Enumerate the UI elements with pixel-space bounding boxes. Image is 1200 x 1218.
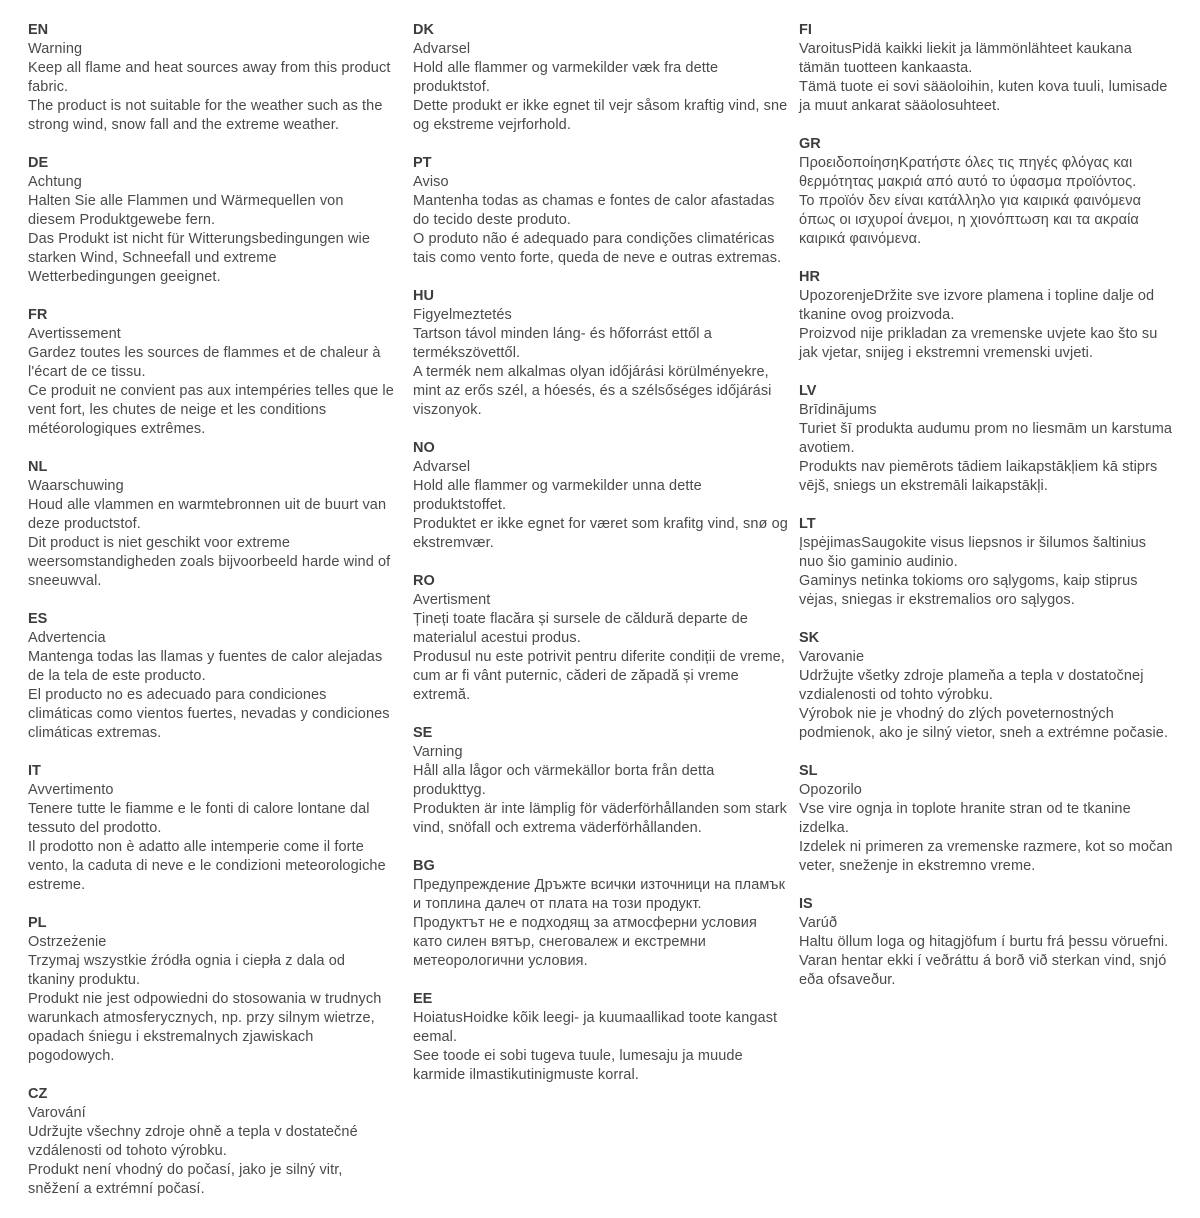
- language-section-es: [28, 610, 394, 743]
- warning-paragraph: Udržujte všetky zdroje plameňa a tepla v dostatočnej vzdialenosti od tohto výrobku.: [799, 668, 1144, 703]
- warning-paragraph: Tenere tutte le fiamme e le fonti di calore lontane dal tessuto del prodotto.: [28, 801, 370, 836]
- warning-paragraphs: [28, 1104, 394, 1199]
- warning-paragraph: Mantenha todas as chamas e fontes de calor afastadas do tecido deste produto.: [413, 193, 775, 228]
- language-code-label: CZ: [28, 1086, 48, 1102]
- language-section-ro: [413, 572, 789, 705]
- warning-paragraph: Hold alle flammer og varmekilder væk fra dette produktstof.: [413, 60, 719, 95]
- warning-paragraph: Varování: [28, 1105, 86, 1121]
- language-section-se: [413, 724, 789, 838]
- warning-paragraphs: [799, 287, 1173, 363]
- warning-paragraph: Produsul nu este potrivit pentru diferite condiții de vreme, cum ar fi vânt puternic, căderi de zăpadă și vreme extremă.: [413, 649, 785, 703]
- language-section-de: [28, 154, 394, 287]
- warning-paragraph: Hold alle flammer og varmekilder unna dette produktstoffet.: [413, 478, 702, 513]
- warning-paragraph: Vse vire ognja in toplote hranite stran od te tkanine izdelka.: [799, 801, 1131, 836]
- warning-paragraph: Produkts nav piemērots tādiem laikapstākļiem kā stiprs vējš, sniegs un ekstremāli laikapstākļi.: [799, 459, 1158, 494]
- warning-paragraphs: [28, 477, 394, 591]
- language-section-dk: [413, 21, 789, 135]
- warning-paragraph: Produktet er ikke egnet for været som krafitg vind, snø og ekstremvær.: [413, 516, 788, 551]
- warning-paragraphs: [413, 173, 789, 268]
- warning-paragraph: Gardez toutes les sources de flammes et de chaleur à l'écart de ce tissu.: [28, 345, 381, 380]
- language-code-label: EE: [413, 991, 433, 1007]
- language-code-label: NL: [28, 459, 48, 475]
- warning-paragraph: Advertencia: [28, 630, 106, 646]
- warning-paragraphs: [413, 876, 789, 971]
- column-2: [413, 21, 789, 1104]
- warning-paragraph: Tämä tuote ei sovi sääoloihin, kuten kova tuuli, lumisade ja muut ankarat sääolosuhteet.: [799, 79, 1168, 114]
- warning-paragraph: Mantenga todas las llamas y fuentes de calor alejadas de la tela de este producto.: [28, 649, 383, 684]
- warning-paragraph: Ce produit ne convient pas aux intempéries telles que le vent fort, les chutes de neige et les conditions météorologiques extrêmes.: [28, 383, 394, 437]
- language-section-nl: [28, 458, 394, 591]
- warning-paragraphs: [799, 401, 1173, 496]
- warning-paragraph: Tartson távol minden láng- és hőforrást ettől a termékszövettől.: [413, 326, 712, 361]
- language-code-label: EN: [28, 22, 49, 38]
- warning-paragraphs: [413, 591, 789, 705]
- language-code-label: GR: [799, 136, 821, 152]
- warning-paragraph: Advarsel: [413, 459, 471, 475]
- language-section-fi: [799, 21, 1173, 116]
- warning-paragraph: Opozorilo: [799, 782, 862, 798]
- language-code-label: HU: [413, 288, 434, 304]
- warning-paragraphs: [28, 325, 394, 439]
- language-code-label: LT: [799, 516, 816, 532]
- warning-paragraph: Produkt nie jest odpowiedni do stosowania w trudnych warunkach atmosferycznych, np. przy silnym wietrze, opadach śniegu i ekstremalnych zjawiskach pogodowych.: [28, 991, 382, 1064]
- language-code-label: PL: [28, 915, 47, 931]
- language-section-sl: [799, 762, 1173, 876]
- warning-paragraph: Avertissement: [28, 326, 121, 342]
- language-code-label: PT: [413, 155, 432, 171]
- warning-paragraph: VaroitusPidä kaikki liekit ja lämmönlähteet kaukana tämän tuotteen kankaasta.: [799, 41, 1132, 76]
- language-code-label: FI: [799, 22, 812, 38]
- warning-paragraph: Avertisment: [413, 592, 491, 608]
- language-code-label: IT: [28, 763, 41, 779]
- warning-paragraph: Продуктът не е подходящ за атмосферни условия като силен вятър, снеговалеж и екстремни метеорологични условия.: [413, 915, 757, 969]
- language-code-label: NO: [413, 440, 435, 456]
- warning-paragraph: The product is not suitable for the weather such as the strong wind, snow fall and the extreme weather.: [28, 98, 383, 133]
- warning-paragraph: Houd alle vlammen en warmtebronnen uit de buurt van deze productstof.: [28, 497, 387, 532]
- language-code-label: RO: [413, 573, 435, 589]
- language-code-label: FR: [28, 307, 48, 323]
- warning-paragraph: Ostrzeżenie: [28, 934, 107, 950]
- language-code-label: IS: [799, 896, 813, 912]
- warning-paragraphs: [28, 173, 394, 287]
- warning-paragraph: Varan hentar ekki í veðráttu á borð við sterkan vind, snjó eða ofsaveður.: [799, 953, 1167, 988]
- warning-paragraphs: [799, 154, 1173, 249]
- warning-paragraphs: [799, 914, 1173, 990]
- warning-paragraphs: [799, 648, 1173, 743]
- language-code-label: SE: [413, 725, 433, 741]
- warning-paragraph: ĮspėjimasSaugokite visus liepsnos ir šilumos šaltinius nuo šio gaminio audinio.: [799, 535, 1147, 570]
- warning-paragraph: Figyelmeztetés: [413, 307, 512, 323]
- language-code-label: HR: [799, 269, 820, 285]
- warning-paragraphs: [413, 306, 789, 420]
- language-section-en: [28, 21, 394, 135]
- warning-paragraph: Varúð: [799, 915, 838, 931]
- language-code-label: SL: [799, 763, 818, 779]
- language-section-ee: [413, 990, 789, 1085]
- warning-paragraph: Gaminys netinka tokioms oro sąlygoms, kaip stiprus vėjas, sniegas ir ekstremalios oro sąlygos.: [799, 573, 1138, 608]
- warning-paragraph: Το προϊόν δεν είναι κατάλληλο για καιρικά φαινόμενα όπως οι ισχυροί άνεμοι, η χιονόπτωση και τα ακραία καιρικά φαινόμενα.: [799, 193, 1142, 247]
- warning-paragraph: O produto não é adequado para condições climatéricas tais como vento forte, queda de neve e outras extremas.: [413, 231, 782, 266]
- warning-paragraphs: [28, 629, 394, 743]
- language-section-bg: [413, 857, 789, 971]
- warning-paragraphs: [799, 40, 1173, 116]
- warning-paragraph: Dette produkt er ikke egnet til vejr såsom kraftig vind, sne og ekstreme vejrforhold.: [413, 98, 788, 133]
- warning-paragraph: Proizvod nije prikladan za vremenske uvjete kao što su jak vjetar, snijeg i ekstremni vremenski uvjeti.: [799, 326, 1158, 361]
- warning-paragraph: Il prodotto non è adatto alle intemperie come il forte vento, la caduta di neve e le condizioni meteorologiche estreme.: [28, 839, 386, 893]
- warning-paragraph: Warning: [28, 41, 83, 57]
- language-section-lv: [799, 382, 1173, 496]
- warning-paragraph: Výrobok nie je vhodný do zlých poveternostných podmienok, ako je silný vietor, sneh a extrémne počasie.: [799, 706, 1169, 741]
- warning-paragraph: Varovanie: [799, 649, 865, 665]
- warning-paragraph: A termék nem alkalmas olyan időjárási körülményekre, mint az erős szél, a hóesés, és a szélsőséges időjárási viszonyok.: [413, 364, 772, 418]
- language-code-label: DK: [413, 22, 434, 38]
- warning-paragraph: Țineți toate flacăra și sursele de căldură departe de materialul acestui produs.: [413, 611, 748, 646]
- warning-paragraphs: [28, 781, 394, 895]
- warning-paragraphs: [413, 458, 789, 553]
- warning-paragraph: See toode ei sobi tugeva tuule, lumesaju ja muude karmide ilmastikutinigmuste korral.: [413, 1048, 743, 1083]
- warning-paragraph: Udržujte všechny zdroje ohně a tepla v dostatečné vzdálenosti od tohoto výrobku.: [28, 1124, 358, 1159]
- warning-paragraph: Waarschuwing: [28, 478, 124, 494]
- warning-paragraphs: [799, 534, 1173, 610]
- warning-paragraphs: [413, 743, 789, 838]
- warning-paragraphs: [28, 40, 394, 135]
- language-code-label: LV: [799, 383, 817, 399]
- column-1: [28, 21, 394, 1218]
- language-section-hr: [799, 268, 1173, 363]
- language-section-sk: [799, 629, 1173, 743]
- warning-paragraph: Turiet šī produkta audumu prom no liesmām un karstuma avotiem.: [799, 421, 1173, 456]
- warning-paragraph: Brīdinājums: [799, 402, 877, 418]
- warning-paragraph: ΠροειδοποίησηΚρατήστε όλες τις πηγές φλόγας και θερμότητας μακριά από αυτό το ύφασμα προϊόντος.: [799, 155, 1137, 190]
- language-section-no: [413, 439, 789, 553]
- warning-paragraph: Das Produkt ist nicht für Witterungsbedingungen wie starken Wind, Schneefall und extreme Wetterbedingungen geeignet.: [28, 231, 370, 285]
- warning-paragraph: Keep all flame and heat sources away from this product fabric.: [28, 60, 391, 95]
- warning-paragraph: Halten Sie alle Flammen und Wärmequellen von diesem Produktgewebe fern.: [28, 193, 344, 228]
- language-code-label: DE: [28, 155, 49, 171]
- warning-paragraph: Izdelek ni primeren za vremenske razmere, kot so močan veter, sneženje in ekstremno vreme.: [799, 839, 1173, 874]
- language-section-lt: [799, 515, 1173, 610]
- warning-paragraph: Avvertimento: [28, 782, 114, 798]
- warning-paragraph: UpozorenjeDržite sve izvore plamena i topline dalje od tkanine ovog proizvoda.: [799, 288, 1155, 323]
- warning-paragraph: Varning: [413, 744, 463, 760]
- language-section-fr: [28, 306, 394, 439]
- warning-paragraphs: [413, 40, 789, 135]
- warning-paragraph: HoiatusHoidke kõik leegi- ja kuumaallikad toote kangast eemal.: [413, 1010, 778, 1045]
- language-section-pl: [28, 914, 394, 1066]
- language-section-cz: [28, 1085, 394, 1199]
- language-section-is: [799, 895, 1173, 990]
- language-code-label: BG: [413, 858, 435, 874]
- warning-paragraph: Achtung: [28, 174, 82, 190]
- warning-paragraph: Trzymaj wszystkie źródła ognia i ciepła z dala od tkaniny produktu.: [28, 953, 346, 988]
- warning-paragraph: Advarsel: [413, 41, 471, 57]
- language-section-hu: [413, 287, 789, 420]
- warning-paragraphs: [28, 933, 394, 1066]
- warning-paragraph: Produkten är inte lämplig för väderförhållanden som stark vind, snöfall och extrema väderförhållanden.: [413, 801, 788, 836]
- warning-paragraph: Предупреждение Дръжте всички източници на пламък и топлина далеч от плата на този продукт.: [413, 877, 786, 912]
- warning-paragraph: Dit product is niet geschikt voor extreme weersomstandigheden zoals bijvoorbeeld harde wind of sneeuwval.: [28, 535, 391, 589]
- language-section-it: [28, 762, 394, 895]
- language-section-gr: [799, 135, 1173, 249]
- language-code-label: SK: [799, 630, 820, 646]
- warning-paragraphs: [413, 1009, 789, 1085]
- warning-paragraph: Aviso: [413, 174, 449, 190]
- column-3: [799, 21, 1173, 1009]
- warning-paragraph: Haltu öllum loga og hitagjöfum í burtu frá þessu vöruefni.: [799, 934, 1169, 950]
- warning-paragraph: Håll alla lågor och värmekällor borta från detta produkttyg.: [413, 763, 715, 798]
- warning-paragraphs: [799, 781, 1173, 876]
- warning-paragraph: Produkt není vhodný do počasí, jako je silný vitr, sněžení a extrémní počasí.: [28, 1162, 343, 1197]
- language-section-pt: [413, 154, 789, 268]
- warning-paragraph: El producto no es adecuado para condiciones climáticas como vientos fuertes, nevadas y condiciones climáticas extremas.: [28, 687, 390, 741]
- language-code-label: ES: [28, 611, 48, 627]
